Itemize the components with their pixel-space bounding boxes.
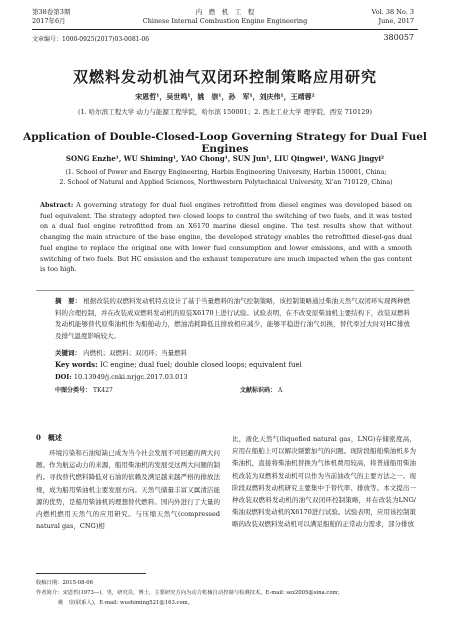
keywords-cn-text: 内燃机；双燃料；双闭环；当量燃料 (83, 349, 188, 357)
abstract-divider (36, 290, 414, 291)
footnote-author: 作者简介：宋恩哲(1973—)，男，研究员，博士，主要研究方向为动力机械自动控制与检测技术。E-mail: sez2005@sina.com； (36, 590, 343, 596)
abstract-en (40, 200, 412, 275)
footnote-contact: 姚 崇(联系人)，E-mail: wushiming521@163.com。 (58, 600, 193, 606)
footnote-divider (36, 573, 146, 574)
authors-cn: 宋恩哲¹，吴世鸣¹，姚 崇¹，孙 军¹，刘庆伟¹，王靖蓉² (135, 92, 315, 101)
class-value: TK427 (92, 387, 113, 394)
journal-volume-info-en (372, 8, 414, 26)
class-label: 中图分类号： (55, 387, 92, 394)
keywords-en-text: IC engine; dual fuel; double closed loops; equivalent fuel (99, 361, 302, 369)
abstract-cn (55, 296, 410, 342)
issue-date-en: June, 2017 (378, 17, 414, 25)
affiliations-cn: (1. 哈尔滨工程大学 动力与能源工程学院，哈尔滨 150001；2. 西北工业大学 理学院，西安 710129) (78, 108, 372, 116)
footnote-received: 收稿日期：2015-08-06 (36, 580, 94, 586)
title-en: Application of Double-Closed-Loop Governing Strategy for Dual Fuel Engines (23, 131, 427, 155)
volume-issue: 第38卷第3期 (32, 8, 71, 16)
article-ids: 文章编号：1000-0925(2017)03-0081-06 (32, 36, 150, 43)
abstract-en-label: Abstract: (40, 201, 74, 209)
body-left-column: 环境污染和石油短缺已成为当今社会发展不可回避的两大问题。作为航运动力的来源，船用柴油机的发展受这两大问题的制约。寻找替代燃料降低对石油的依赖及满足越来越严格的排放法规，成为船用柴油机主要发展方向。天然气储量丰富又属清洁能源的优势，是船用柴油机的理想替代燃料。国内外进行了大量的内燃机燃用天然气的应用研究。与压缩天然气(compressed natural gas，CNG)相 (36, 449, 220, 531)
abstract-en-text: A governing strategy for dual fuel engines retrofitted from diesel engines was developed based on fuel equivalent. The strategy adopted two closed loops to control the switching of two fuels, and it was tested on a dual fuel engine retrofitted from an X6170 marine diesel engine. The test results show that without changing the main structure of the base engine, the developed strategy enables the retrofitted diesel-gas dual fuel engine to replace the original one with lower fuel consumption and lower emissions, and with a smooth switching of two fuels. But HC emission and the exhaust temperature are much impacted when the gas content is too high. (40, 201, 412, 274)
doc-value: A (277, 387, 283, 394)
volume-issue-en: Vol. 38 No. 3 (371, 8, 414, 16)
doi-label: DOI: (55, 373, 72, 381)
doc-label: 文献标识码： (240, 387, 277, 394)
journal-name-en: Chinese Internal Combustion Engine Engineering (142, 17, 308, 25)
classification (55, 385, 113, 394)
authors-en: SONG Enzhe¹, WU Shiming¹, YAO Chong¹, SUN Jun¹, LIU Qingwei¹, WANG Jingyi² (65, 154, 385, 163)
issue-date: 2017年6月 (32, 17, 66, 25)
abstract-cn-text: 根据改装的双燃料发动机特点设计了基于当量燃料的油气控制策略，该控制策略通过柴油天然气双闭环实现两种燃料的合理控制，并在改装成双燃料发动机的原装X6170上进行试验。试验表明，在不改变原柴油机主要结构下，改装双燃料发动机能够替代原柴油机作为船舶动力，燃油消耗降低且排放相应减少，能够平稳进行油气切换，替代率过大时对HC排放及排气温度影响较大。 (55, 297, 411, 340)
affiliations-en (36, 168, 416, 188)
affiliation-en-1: (1. School of Power and Energy Engineering, Harbin Engineering University, Harbin 150001, China; (65, 169, 387, 176)
keywords-cn-label: 关键词： (55, 349, 81, 357)
document-code (240, 385, 282, 394)
keywords-en (55, 360, 410, 369)
footnotes (36, 578, 416, 608)
title-cn: 双燃料发动机油气双闭环控制策略应用研究 (72, 68, 377, 86)
keywords-en-label: Key words: (55, 360, 98, 369)
journal-name-cn: 内 燃 机 工 程 (195, 8, 255, 16)
doi (55, 373, 410, 381)
keywords-cn (55, 348, 410, 357)
section-title: 0 概述 (36, 433, 62, 442)
article-number: 380057 (383, 33, 414, 42)
header-divider (32, 29, 418, 30)
body-right-column: 比，液化天然气(liquefied natural gas，LNG)存储密度高，应用在船舶上可以解决频繁加气的问题。现阶段船舶柴油机多为柴油机，直接将柴油机替换为气体机费用较高，将普通船用柴油机改装为双燃料发动机可以作为当前油改气的主要方法之一。现阶段双燃料发动机研究主要集中于替代率、排放等。本文提出一种改装双燃料发动机的油气双闭环控制策略，并在改装为LNG/柴油双燃料发动机的X6170进行试验。试验表明，应用该控制策略的改装双燃料发动机可以满足船舶的正常动力需求，部分排放 (232, 435, 416, 529)
doi-value: 10.13949/j.cnki.nrjgc.2017.03.013 (73, 373, 188, 381)
affiliation-en-2: 2. School of Natural and Applied Sciences, Northwestern Polytechnical University, Xi'an 710129, China) (59, 179, 393, 186)
abstract-cn-label: 摘 要： (55, 297, 82, 305)
